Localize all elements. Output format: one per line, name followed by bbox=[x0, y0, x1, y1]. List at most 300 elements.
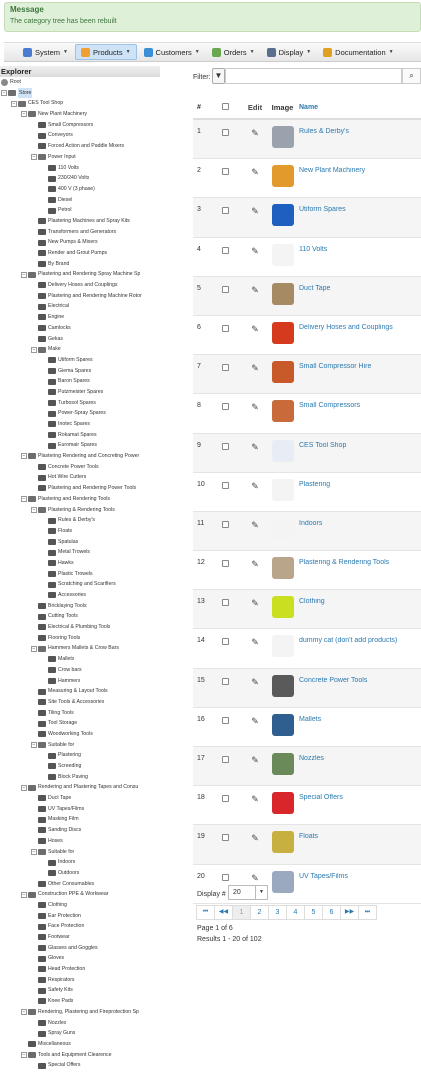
tree-node[interactable] bbox=[0, 387, 164, 398]
tree-node[interactable] bbox=[0, 665, 164, 676]
folder-open-icon bbox=[38, 646, 46, 652]
pencil-icon[interactable]: ✎ bbox=[251, 480, 259, 491]
tree-node[interactable] bbox=[0, 462, 164, 473]
table-row bbox=[193, 512, 421, 551]
tree-node[interactable] bbox=[0, 750, 164, 761]
tree-node-label: Hoses bbox=[48, 837, 63, 844]
tree-node[interactable] bbox=[0, 248, 164, 259]
tree-node-label: Gloves bbox=[48, 955, 65, 962]
folder-icon bbox=[38, 988, 46, 994]
collapse-toggle-icon[interactable]: − bbox=[22, 1009, 26, 1016]
row-number: 4 bbox=[197, 245, 201, 253]
tree-node-label: Hammers bbox=[58, 677, 81, 684]
row-checkbox[interactable] bbox=[222, 207, 229, 214]
pencil-icon[interactable]: ✎ bbox=[251, 167, 259, 178]
category-name-link[interactable]: Utiform Spares bbox=[299, 206, 346, 214]
folder-icon bbox=[48, 208, 56, 214]
tree-node[interactable] bbox=[0, 975, 164, 986]
tree-node[interactable] bbox=[0, 847, 164, 858]
tree-node-label: Indoors bbox=[58, 859, 76, 866]
tree-node[interactable] bbox=[0, 440, 164, 451]
category-thumbnail bbox=[272, 322, 294, 344]
row-checkbox[interactable] bbox=[222, 247, 229, 254]
search-icon[interactable]: ⌕ bbox=[402, 68, 421, 84]
table-row bbox=[193, 551, 421, 590]
folder-icon bbox=[48, 656, 56, 662]
display-count-select[interactable] bbox=[228, 885, 268, 900]
pencil-icon[interactable]: ✎ bbox=[251, 441, 259, 452]
tree-node-label: Tool Storage bbox=[48, 720, 78, 727]
tree-node[interactable] bbox=[0, 857, 164, 868]
row-checkbox[interactable] bbox=[222, 521, 229, 528]
tree-node[interactable] bbox=[0, 1018, 164, 1029]
menu-orders[interactable] bbox=[207, 44, 260, 60]
row-checkbox[interactable] bbox=[222, 443, 229, 450]
tree-node[interactable] bbox=[0, 996, 164, 1007]
explorer-panel bbox=[0, 66, 164, 1080]
tree-node[interactable] bbox=[0, 611, 164, 622]
tree-node[interactable] bbox=[0, 376, 164, 387]
folder-icon bbox=[38, 924, 46, 930]
tree-node[interactable] bbox=[0, 697, 164, 708]
tree-node[interactable] bbox=[0, 740, 164, 751]
customers-icon bbox=[144, 48, 153, 57]
tree-node-label: Screeding bbox=[58, 763, 82, 769]
tree-node-label: Gekas bbox=[48, 335, 63, 342]
tree-node[interactable] bbox=[0, 964, 164, 975]
row-checkbox[interactable] bbox=[222, 129, 229, 136]
tree-node[interactable] bbox=[0, 173, 164, 184]
tree-node-label: Masking Film bbox=[48, 816, 79, 823]
category-name-link[interactable]: Clothing bbox=[299, 598, 325, 606]
category-name-link[interactable]: Plastering bbox=[299, 480, 331, 488]
tree-node[interactable] bbox=[0, 120, 164, 131]
menu-products[interactable] bbox=[75, 44, 137, 60]
category-name-link[interactable]: Plastering & Rendering Tools bbox=[299, 559, 390, 567]
tree-node[interactable] bbox=[0, 184, 164, 195]
chevron-down-icon: ▼ bbox=[125, 49, 131, 55]
tree-node[interactable] bbox=[0, 398, 164, 409]
collapse-toggle-icon[interactable]: − bbox=[32, 741, 36, 748]
tree-node-label: Putzmeister Spares bbox=[58, 388, 104, 395]
folder-icon bbox=[38, 325, 46, 331]
row-checkbox[interactable] bbox=[222, 678, 229, 685]
tree-node[interactable] bbox=[0, 1007, 164, 1018]
tree-node[interactable] bbox=[0, 814, 164, 825]
tree-node[interactable] bbox=[0, 676, 164, 687]
tree-node[interactable] bbox=[0, 633, 164, 644]
pencil-icon[interactable]: ✎ bbox=[251, 206, 259, 217]
tree-node[interactable] bbox=[0, 419, 164, 430]
tree-node[interactable] bbox=[0, 109, 164, 120]
collapse-toggle-icon[interactable]: − bbox=[22, 784, 26, 791]
category-name-link[interactable]: Small Compressors bbox=[299, 402, 361, 410]
tree-node[interactable] bbox=[0, 515, 164, 526]
folder-icon bbox=[38, 1020, 46, 1026]
tree-node[interactable] bbox=[0, 793, 164, 804]
tree-node[interactable] bbox=[0, 483, 164, 494]
tree-node-label: Block Paving bbox=[58, 773, 88, 780]
tree-node[interactable] bbox=[0, 804, 164, 815]
folder-icon bbox=[38, 475, 46, 481]
category-thumbnail bbox=[272, 871, 294, 893]
next-page-icon[interactable]: ▶▶ bbox=[340, 905, 359, 920]
category-name-link[interactable]: Special Offers bbox=[299, 794, 343, 802]
row-number: 10 bbox=[197, 480, 205, 488]
row-number: 13 bbox=[197, 598, 205, 606]
pencil-icon[interactable]: ✎ bbox=[251, 128, 259, 138]
menu-label: Customers bbox=[155, 47, 192, 57]
category-name-link[interactable]: New Plant Machinery bbox=[299, 167, 366, 175]
products-icon bbox=[81, 48, 90, 57]
pencil-icon[interactable]: ✎ bbox=[251, 833, 259, 844]
tree-node[interactable] bbox=[0, 836, 164, 847]
collapse-toggle-icon[interactable]: − bbox=[12, 100, 16, 107]
row-checkbox[interactable] bbox=[222, 599, 229, 606]
tree-node-label: Concrete Power Tools bbox=[48, 463, 99, 470]
tree-node[interactable] bbox=[0, 526, 164, 537]
tree-node[interactable] bbox=[0, 505, 164, 516]
tree-node-label: Rendering and Plastering Tapes and Consu bbox=[38, 784, 139, 791]
row-checkbox[interactable] bbox=[222, 560, 229, 567]
page-link[interactable]: 1 bbox=[232, 905, 251, 920]
tree-node[interactable] bbox=[0, 879, 164, 890]
folder-icon bbox=[38, 485, 46, 491]
row-checkbox[interactable] bbox=[222, 756, 229, 763]
tree-node[interactable] bbox=[0, 718, 164, 729]
category-name-link[interactable]: dummy cat (don't add products) bbox=[299, 637, 398, 645]
tree-node-label: Site Tools & Accessories bbox=[48, 698, 105, 705]
tree-node[interactable] bbox=[0, 900, 164, 911]
tree-node[interactable] bbox=[0, 344, 164, 355]
category-thumbnail bbox=[272, 440, 294, 462]
pencil-icon[interactable]: ✎ bbox=[251, 559, 259, 570]
tree-node-label: Euromair Spares bbox=[58, 442, 97, 449]
tree-node[interactable] bbox=[0, 269, 164, 280]
folder-open-icon bbox=[18, 101, 26, 107]
tree-node-label: Woodworking Tools bbox=[48, 730, 93, 737]
tree-node[interactable] bbox=[0, 451, 164, 462]
page-link[interactable]: 3 bbox=[268, 905, 287, 920]
tree-node[interactable] bbox=[0, 868, 164, 879]
folder-icon bbox=[38, 838, 46, 844]
tree-node[interactable] bbox=[0, 195, 164, 206]
folder-icon bbox=[38, 731, 46, 737]
page-link[interactable]: 2 bbox=[250, 905, 269, 920]
folder-icon bbox=[38, 945, 46, 951]
prev-page-icon[interactable]: ◀◀ bbox=[214, 905, 233, 920]
tree-node[interactable] bbox=[0, 280, 164, 291]
row-checkbox[interactable] bbox=[222, 834, 229, 841]
menu-display[interactable] bbox=[262, 44, 317, 60]
tree-node-label: By Brand bbox=[48, 260, 70, 267]
tree-node-label: 400 V (3 phase) bbox=[58, 185, 95, 192]
tree-node[interactable] bbox=[0, 782, 164, 793]
tree-node-label: Root bbox=[10, 79, 21, 85]
menu-label: Documentation bbox=[335, 47, 386, 57]
folder-icon bbox=[38, 304, 46, 310]
collapse-toggle-icon[interactable]: − bbox=[22, 271, 26, 278]
category-name-link[interactable]: Concrete Power Tools bbox=[299, 676, 368, 684]
tree-node[interactable] bbox=[0, 569, 164, 580]
collapse-toggle-icon[interactable]: − bbox=[32, 346, 36, 353]
tree-node[interactable] bbox=[0, 323, 164, 334]
tree-node[interactable] bbox=[0, 889, 164, 900]
tree-node[interactable] bbox=[0, 216, 164, 227]
category-name-link[interactable]: UV Tapes/Films bbox=[299, 872, 348, 880]
tree-node[interactable] bbox=[0, 1050, 164, 1061]
tree-node[interactable] bbox=[0, 237, 164, 248]
tree-node-label: Baron Spares bbox=[58, 378, 90, 385]
folder-icon bbox=[38, 1031, 46, 1037]
tree-node[interactable] bbox=[0, 1060, 164, 1071]
menu-label: Display bbox=[278, 47, 304, 57]
row-checkbox[interactable] bbox=[222, 364, 229, 371]
folder-icon bbox=[38, 934, 46, 940]
tree-node[interactable] bbox=[0, 259, 164, 270]
tree-node[interactable] bbox=[0, 579, 164, 590]
category-name-link[interactable]: Nozzles bbox=[299, 755, 324, 762]
row-checkbox[interactable] bbox=[222, 638, 229, 645]
tree-node[interactable] bbox=[0, 312, 164, 323]
tree-node[interactable] bbox=[0, 1039, 164, 1050]
tree-node[interactable] bbox=[0, 729, 164, 740]
page-info: Page 1 of 6 bbox=[197, 925, 233, 932]
tree-node[interactable] bbox=[0, 334, 164, 345]
tree-node-label: CES Tool Shop bbox=[28, 100, 64, 107]
pencil-icon[interactable]: ✎ bbox=[251, 755, 259, 765]
tree-node[interactable] bbox=[0, 622, 164, 633]
row-number: 3 bbox=[197, 206, 201, 214]
tree-node[interactable] bbox=[0, 943, 164, 954]
tree-node[interactable] bbox=[0, 590, 164, 601]
tree-node[interactable] bbox=[0, 227, 164, 238]
category-name-link[interactable]: Indoors bbox=[299, 519, 323, 527]
tree-node-label: Duct Tape bbox=[48, 795, 72, 802]
tree-node[interactable] bbox=[0, 686, 164, 697]
tree-node-label: Plastering bbox=[58, 752, 82, 759]
filter-input[interactable] bbox=[225, 68, 402, 84]
pencil-icon[interactable]: ✎ bbox=[251, 598, 259, 609]
tree-node[interactable] bbox=[0, 601, 164, 612]
tree-node[interactable] bbox=[0, 494, 164, 505]
last-page-icon[interactable]: ⏭ bbox=[358, 905, 377, 920]
row-checkbox[interactable] bbox=[222, 717, 229, 724]
pencil-icon[interactable]: ✎ bbox=[251, 637, 259, 648]
category-name-link[interactable]: Floats bbox=[299, 833, 319, 841]
tree-node-label: Power-Spray Spares bbox=[58, 410, 106, 417]
tree-node[interactable] bbox=[0, 708, 164, 719]
tree-node[interactable] bbox=[0, 911, 164, 922]
pencil-icon[interactable]: ✎ bbox=[251, 872, 259, 883]
tree-node[interactable] bbox=[0, 1028, 164, 1039]
tree-node[interactable] bbox=[0, 77, 164, 88]
collapse-toggle-icon[interactable]: − bbox=[22, 453, 26, 460]
folder-open-icon bbox=[8, 90, 16, 96]
category-name-link[interactable]: 110 Volts bbox=[299, 245, 328, 253]
filter-icon[interactable]: ▼ bbox=[212, 68, 225, 84]
tree-node-label: Rokamat Spares bbox=[58, 431, 97, 438]
folder-icon bbox=[38, 977, 46, 983]
table-row bbox=[193, 473, 421, 512]
row-checkbox[interactable] bbox=[222, 325, 229, 332]
category-name-link[interactable]: Duct Tape bbox=[299, 284, 331, 292]
pencil-icon[interactable]: ✎ bbox=[251, 519, 259, 530]
message-text: The category tree has been rebuilt bbox=[10, 18, 117, 25]
folder-open-icon bbox=[28, 111, 36, 117]
folder-icon bbox=[38, 133, 46, 139]
tree-node[interactable] bbox=[0, 772, 164, 783]
tree-node-label: Mallets bbox=[58, 656, 75, 663]
folder-open-icon bbox=[28, 272, 36, 278]
category-thumbnail bbox=[272, 596, 294, 618]
tree-node[interactable] bbox=[0, 98, 164, 109]
row-number: 14 bbox=[197, 637, 205, 645]
pencil-icon[interactable]: ✎ bbox=[251, 323, 259, 334]
tree-node[interactable] bbox=[0, 430, 164, 441]
tree-node[interactable] bbox=[0, 152, 164, 163]
tree-node-label: Hawks bbox=[58, 559, 74, 566]
folder-icon bbox=[48, 582, 56, 588]
row-number: 15 bbox=[197, 676, 205, 684]
category-name-link[interactable]: Rules & Derby's bbox=[299, 128, 349, 135]
folder-icon bbox=[38, 464, 46, 470]
collapse-toggle-icon[interactable]: − bbox=[32, 848, 36, 855]
menu-documentation[interactable] bbox=[318, 44, 398, 60]
page-link[interactable]: 5 bbox=[304, 905, 323, 920]
category-name-link[interactable]: Delivery Hoses and Couplings bbox=[299, 323, 393, 331]
pencil-icon[interactable]: ✎ bbox=[251, 402, 259, 413]
menu-customers[interactable] bbox=[139, 44, 205, 60]
tree-node[interactable] bbox=[0, 366, 164, 377]
folder-icon bbox=[48, 411, 56, 417]
table-row bbox=[193, 747, 421, 786]
tree-node[interactable] bbox=[0, 88, 164, 99]
tree-node-label: Metal Trowels bbox=[58, 549, 90, 556]
tree-node[interactable] bbox=[0, 921, 164, 932]
tree-node-label: Spray Guns bbox=[48, 1030, 76, 1037]
first-page-icon[interactable]: ⏮ bbox=[196, 905, 215, 920]
collapse-toggle-icon[interactable]: − bbox=[32, 154, 36, 161]
tree-node[interactable] bbox=[0, 825, 164, 836]
folder-icon bbox=[38, 817, 46, 823]
folder-icon bbox=[38, 966, 46, 972]
select-all-checkbox[interactable] bbox=[222, 103, 229, 110]
tree-node[interactable] bbox=[0, 537, 164, 548]
row-checkbox[interactable] bbox=[222, 874, 229, 881]
folder-open-icon bbox=[28, 1009, 36, 1015]
tree-node[interactable] bbox=[0, 130, 164, 141]
tree-node-label: Clothing bbox=[48, 901, 68, 908]
tree-node[interactable] bbox=[0, 932, 164, 943]
collapse-toggle-icon[interactable]: − bbox=[32, 506, 36, 513]
collapse-toggle-icon[interactable]: − bbox=[22, 496, 26, 503]
menu-system[interactable] bbox=[18, 44, 73, 60]
folder-icon bbox=[48, 379, 56, 385]
tree-node[interactable] bbox=[0, 205, 164, 216]
tree-node[interactable] bbox=[0, 291, 164, 302]
folder-icon bbox=[48, 560, 56, 566]
category-name-link[interactable]: CES Tool Shop bbox=[299, 441, 347, 449]
collapse-toggle-icon[interactable]: − bbox=[22, 1051, 26, 1058]
pencil-icon[interactable]: ✎ bbox=[251, 794, 259, 805]
tree-node[interactable] bbox=[0, 643, 164, 654]
collapse-toggle-icon[interactable]: − bbox=[2, 90, 6, 97]
tree-node[interactable] bbox=[0, 761, 164, 772]
pencil-icon[interactable]: ✎ bbox=[251, 676, 259, 687]
pencil-icon[interactable]: ✎ bbox=[251, 363, 259, 374]
tree-node-label: Plastering Machines and Spray Kits bbox=[48, 217, 130, 224]
row-number: 1 bbox=[197, 128, 201, 135]
category-thumbnail bbox=[272, 635, 294, 657]
page-link[interactable]: 6 bbox=[322, 905, 341, 920]
row-checkbox[interactable] bbox=[222, 795, 229, 802]
pencil-icon[interactable]: ✎ bbox=[251, 245, 259, 256]
category-name-link[interactable]: Small Compressor Hire bbox=[299, 363, 372, 371]
row-checkbox[interactable] bbox=[222, 168, 229, 175]
tree-node-label: Transformers and Generators bbox=[48, 228, 117, 235]
collapse-toggle-icon[interactable]: − bbox=[22, 891, 26, 898]
tree-node[interactable] bbox=[0, 985, 164, 996]
tree-node[interactable] bbox=[0, 408, 164, 419]
collapse-toggle-icon[interactable]: − bbox=[32, 645, 36, 652]
folder-icon bbox=[28, 1041, 36, 1047]
tree-node[interactable] bbox=[0, 558, 164, 569]
folder-icon bbox=[48, 165, 56, 171]
folder-open-icon bbox=[38, 742, 46, 748]
pencil-icon[interactable]: ✎ bbox=[251, 284, 259, 295]
tree-node-label: 110 Volts bbox=[58, 164, 79, 171]
tree-node[interactable] bbox=[0, 953, 164, 964]
category-thumbnail bbox=[272, 753, 294, 775]
tree-node[interactable] bbox=[0, 654, 164, 665]
tree-node[interactable] bbox=[0, 141, 164, 152]
tree-node-label: Utiform Spares bbox=[58, 356, 93, 363]
tree-node[interactable] bbox=[0, 301, 164, 312]
tree-node-label: Engine bbox=[48, 314, 65, 321]
pencil-icon[interactable]: ✎ bbox=[251, 715, 259, 726]
tree-node-label: Rendering, Plastering and Fireprotection Sp bbox=[38, 1008, 139, 1015]
tree-node-label: Make bbox=[48, 346, 61, 353]
collapse-toggle-icon[interactable]: − bbox=[22, 111, 26, 118]
page-link[interactable]: 4 bbox=[286, 905, 305, 920]
folder-icon bbox=[38, 902, 46, 908]
folder-icon bbox=[38, 913, 46, 919]
row-number: 11 bbox=[197, 519, 205, 527]
display-icon bbox=[267, 48, 276, 57]
tree-node-label: Electrical bbox=[48, 303, 70, 310]
folder-icon bbox=[38, 1063, 46, 1069]
row-checkbox[interactable] bbox=[222, 403, 229, 410]
tree-node[interactable] bbox=[0, 355, 164, 366]
category-tree bbox=[0, 77, 164, 1071]
header-name[interactable]: Name bbox=[299, 103, 319, 111]
row-checkbox[interactable] bbox=[222, 482, 229, 489]
tree-node[interactable] bbox=[0, 547, 164, 558]
header-num: # bbox=[197, 103, 201, 111]
folder-icon bbox=[38, 240, 46, 246]
category-name-link[interactable]: Mallets bbox=[299, 715, 322, 723]
tree-node-label: Safety Kits bbox=[48, 987, 73, 994]
row-checkbox[interactable] bbox=[222, 286, 229, 293]
tree-node-label: Face Protection bbox=[48, 923, 85, 930]
folder-icon bbox=[48, 550, 56, 556]
row-number: 8 bbox=[197, 402, 201, 410]
tree-node[interactable] bbox=[0, 163, 164, 174]
tree-node[interactable] bbox=[0, 472, 164, 483]
tree-node-label: Flooring Tools bbox=[48, 634, 81, 641]
tree-node-label: Electrical & Plumbing Tools bbox=[48, 624, 111, 631]
